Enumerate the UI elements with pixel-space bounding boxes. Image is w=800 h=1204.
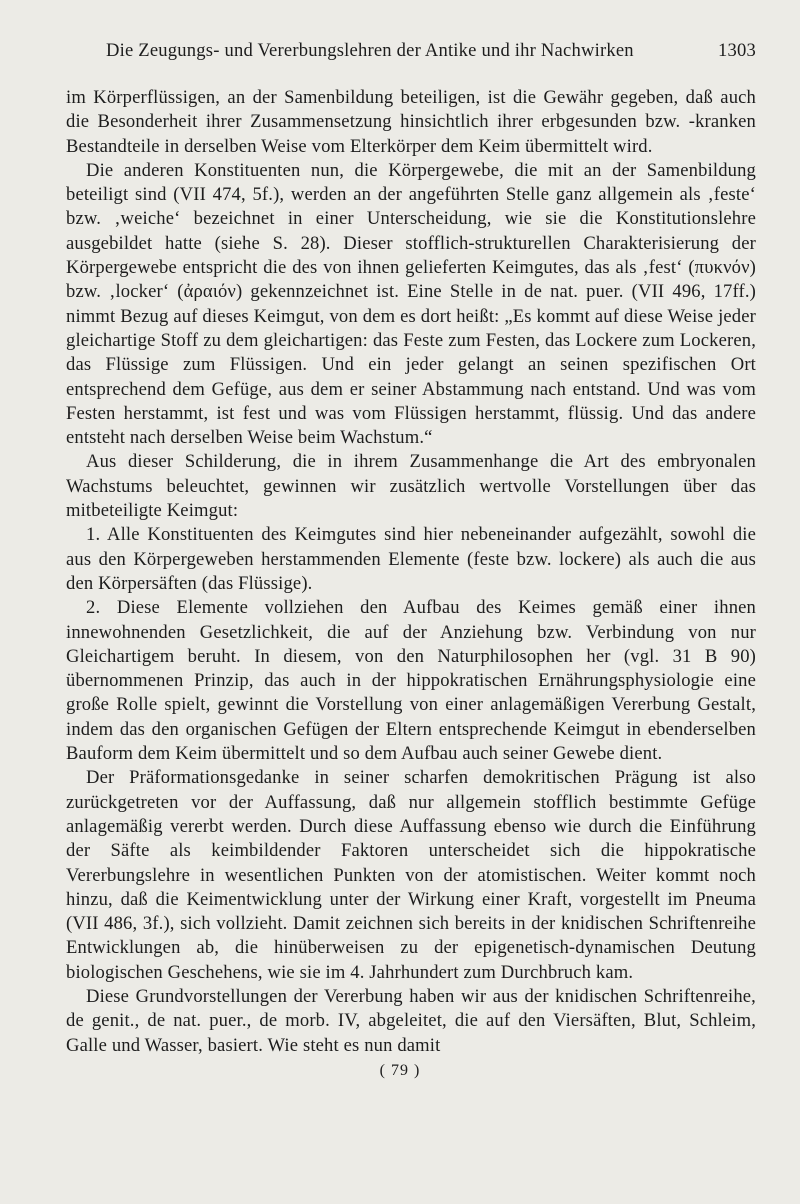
paragraph: Aus dieser Schilderung, die in ihrem Zusammenhange die Art des embryonalen Wachstums beleuchtet, gewinnen wir zusätzlich wertvolle Vorstellungen über das mitbeteiligte Keimgut: xyxy=(66,451,756,522)
page-footer-label: ( 79 ) xyxy=(379,1062,421,1079)
paragraph: Die anderen Konstituenten nun, die Körpergewebe, die mit an der Samenbildung beteiligt sind (VII 474, 5f.), werden an der angeführten Stelle ganz allgemein als ‚feste‘ bzw. ‚weiche‘ bezeichnet in einer Unterscheidung, wie sie die Konstitutionslehre ausgebildet hatte (siehe S. 28). Dieser stofflich-strukturellen Charakterisierung der Körpergewebe entspricht die des von ihnen gelieferten Keimgutes, das als ‚fest‘ (πυκνόν) bzw. ‚locker‘ (ἀραιόν) gekennzeichnet ist. Eine Stelle in de nat. puer. (VII 496, 17ff.) nimmt Bezug auf dieses Keimgut, von dem es dort heißt: „Es kommt auf diese Weise jeder gleichartige Stoff zu dem gleichartigen: das Feste zum Festen, das Lockere zum Lockeren, das Flüssige zum Flüssigen. Und ein jeder gelangt an seinen spezifischen Ort entsprechend dem Gefüge, aus dem er seiner Abstammung nach entstand. Und was vom Festen herstammt, ist fest und was vom Flüssigen herstammt, flüssig. Und das andere entsteht nach derselben Weise beim Wachstum.“ xyxy=(66,159,756,449)
list-item: 2. Diese Elemente vollziehen den Aufbau des Keimes gemäß einer ihnen innewohnenden Gesetzlichkeit, die auf der Anziehung bzw. Verbindung von nur Gleichartigem beruht. In diesem, von den Naturphilosophen her (vgl. 31 B 90) übernommenen Prinzip, das auch in der hippokratischen Ernährungsphysiologie eine große Rolle spielt, gewinnt die Vorstellung von einer anlagemäßigen Vererbung Gestalt, indem das den organischen Gefügen der Eltern entsprechende Keimgut in ebenderselben Bauform dem Keim übermittelt und so dem Aufbau auch seiner Gewebe dient. xyxy=(66,597,756,765)
list-item: 1. Alle Konstituenten des Keimgutes sind hier nebeneinander aufgezählt, sowohl die aus den Körpergeweben herstammenden Elemente (feste bzw. lockere) als auch die aus den Körpersäften (das Flüssige). xyxy=(66,524,756,594)
paragraph: im Körperflüssigen, an der Samenbildung beteiligen, ist die Gewähr gegeben, daß auch die Besonderheit ihrer Zusammensetzung hinsichtlich ihrer erbgesunden bzw. -kranken Bestandteile in derselben Weise vom Elterkörper dem Keim übermittelt wird. xyxy=(66,87,756,157)
page-number: 1303 xyxy=(718,40,756,61)
running-title: Die Zeugungs- und Vererbungslehren der Antike und ihr Nachwirken xyxy=(106,40,634,61)
paragraph: Der Präformationsgedanke in seiner scharfen demokritischen Prägung ist also zurückgetreten vor der Auffassung, daß nur allgemein stofflich bestimmte Gefüge anlagemäßig vererbt werden. Durch diese Auffassung ebenso wie durch die Einführung der Säfte als keimbildender Faktoren unterscheidet sich die hippokratische Vererbungslehre in wesentlichen Punkten von der atomistischen. Weiter kommt noch hinzu, daß die Keimentwicklung unter der Wirkung einer Kraft, vorgestellt im Pneuma (VII 486, 3f.), sich vollzieht. Damit zeichnen sich bereits in der knidischen Schriftenreihe Entwicklungen ab, die hinüberweisen zu der epigenetisch-dynamischen Deutung biologischen Geschehens, wie sie im 4. Jahrhundert zum Durchbruch kam. xyxy=(66,767,756,983)
body-text xyxy=(66,86,756,1058)
running-header xyxy=(106,40,756,62)
paragraph: Diese Grundvorstellungen der Vererbung haben wir aus der knidischen Schriftenreihe, de genit., de nat. puer., de morb. IV, abgeleitet, die auf den Viersäften, Blut, Schleim, Galle und Wasser, basiert. Wie steht es nun damit xyxy=(66,985,756,1056)
